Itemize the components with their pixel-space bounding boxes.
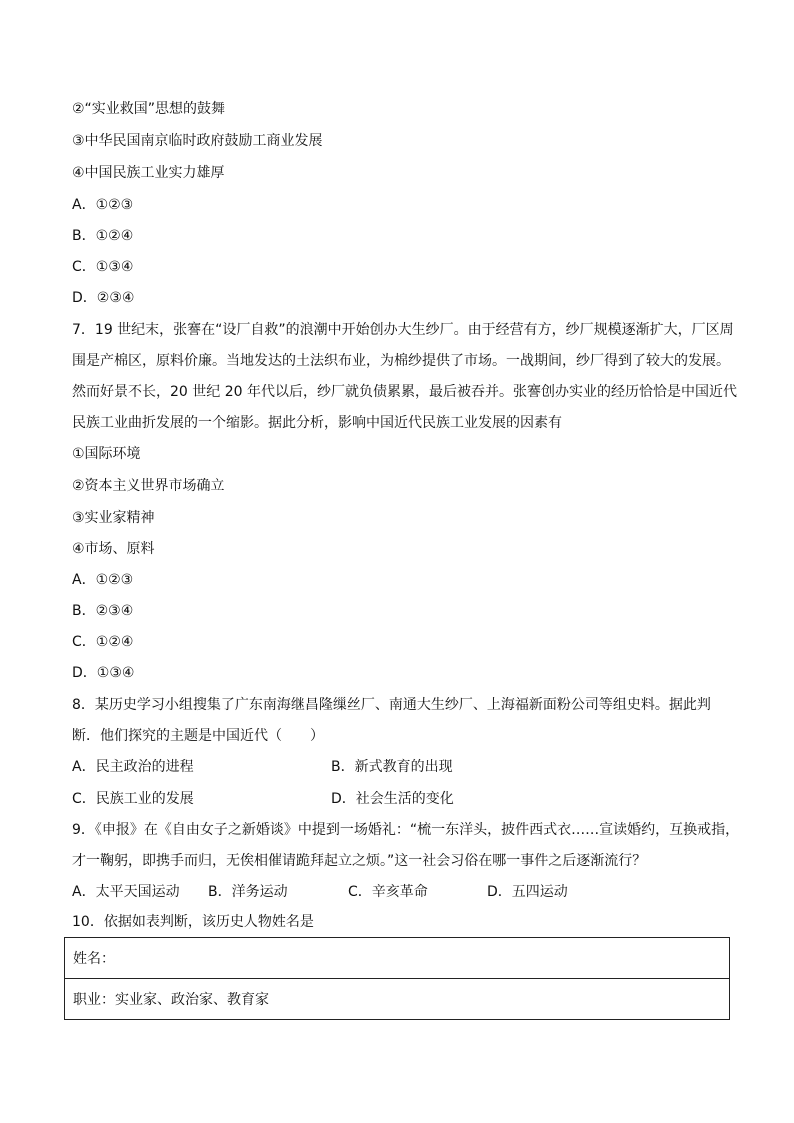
q7-stem-line-3: 然而好景不长，20 世纪 20 年代以后，纱厂就负债累累，最后被吞并。张謇创办实业的经历恰恰是中国近代 [72,384,737,400]
q7-statement-2: ②资本主义世界市场确立 [72,478,225,494]
q7-statement-4: ④市场、原料 [72,541,155,557]
q7-statement-3: ③实业家精神 [72,510,155,526]
q7-option-c: C．①②④ [72,634,134,650]
table-row [65,938,730,979]
q7-option-d: D．①③④ [72,665,135,681]
q9-option-b: B．洋务运动 [208,884,288,900]
q10-stem: 10．依据如表判断，该历史人物姓名是 [72,914,314,930]
name-cell: 姓名： [65,938,730,979]
q8-option-d: D．社会生活的变化 [331,791,454,807]
q8-stem-line-2: 断．他们探究的主题是中国近代（ ） [72,728,324,744]
q7-option-a: A．①②③ [72,572,134,588]
q9-option-c: C．辛亥革命 [348,884,428,900]
q6-statement-2: ②“实业救国”思想的鼓舞 [72,101,226,117]
q6-statement-4: ④中国民族工业实力雄厚 [72,165,225,181]
q7-statement-1: ①国际环境 [72,446,141,462]
q7-stem-line-2: 围是产棉区，原料价廉。当地发达的土法织布业，为棉纱提供了市场。一战期间，纱厂得到了较大的发展。 [72,353,730,369]
q8-option-a: A．民主政治的进程 [72,759,194,775]
q6-option-c: C．①③④ [72,259,134,275]
q8-option-c: C．民族工业的发展 [72,791,194,807]
q9-option-d: D．五四运动 [487,884,568,900]
q7-option-b: B．②③④ [72,603,134,619]
q9-stem-line-2: 才一鞠躬，即携手而归，无俟相催请跪拜起立之烦。”这一社会习俗在哪一事件之后逐渐流行？ [72,853,647,869]
q6-statement-3: ③中华民国南京临时政府鼓励工商业发展 [72,133,323,149]
q8-stem-line-1: 8．某历史学习小组搜集了广东南海继昌隆缫丝厂、南通大生纱厂、上海福新面粉公司等组史料。据此判 [72,697,711,713]
q6-option-b: B．①②④ [72,228,134,244]
q8-option-b: B．新式教育的出现 [331,759,453,775]
q7-stem-line-1: 7．19 世纪末，张謇在“设厂自救”的浪潮中开始创办大生纱厂。由于经营有方，纱厂规模逐渐扩大，厂区周 [72,322,734,338]
q6-option-d: D．②③④ [72,290,135,306]
table-row [65,979,730,1020]
q7-stem-line-4: 民族工业曲折发展的一个缩影。据此分析，影响中国近代民族工业发展的因素有 [72,415,562,431]
q9-stem-line-1: 9．《申报》在《自由女子之新婚谈》中提到一场婚礼：“梳一东洋头，披件西式衣……宣读婚约，互换戒指， [72,822,740,838]
q9-option-a: A．太平天国运动 [72,884,180,900]
occupation-cell: 职业：实业家、政治家、教育家 [65,979,730,1020]
q6-option-a: A．①②③ [72,197,134,213]
person-info-table [64,937,730,1020]
